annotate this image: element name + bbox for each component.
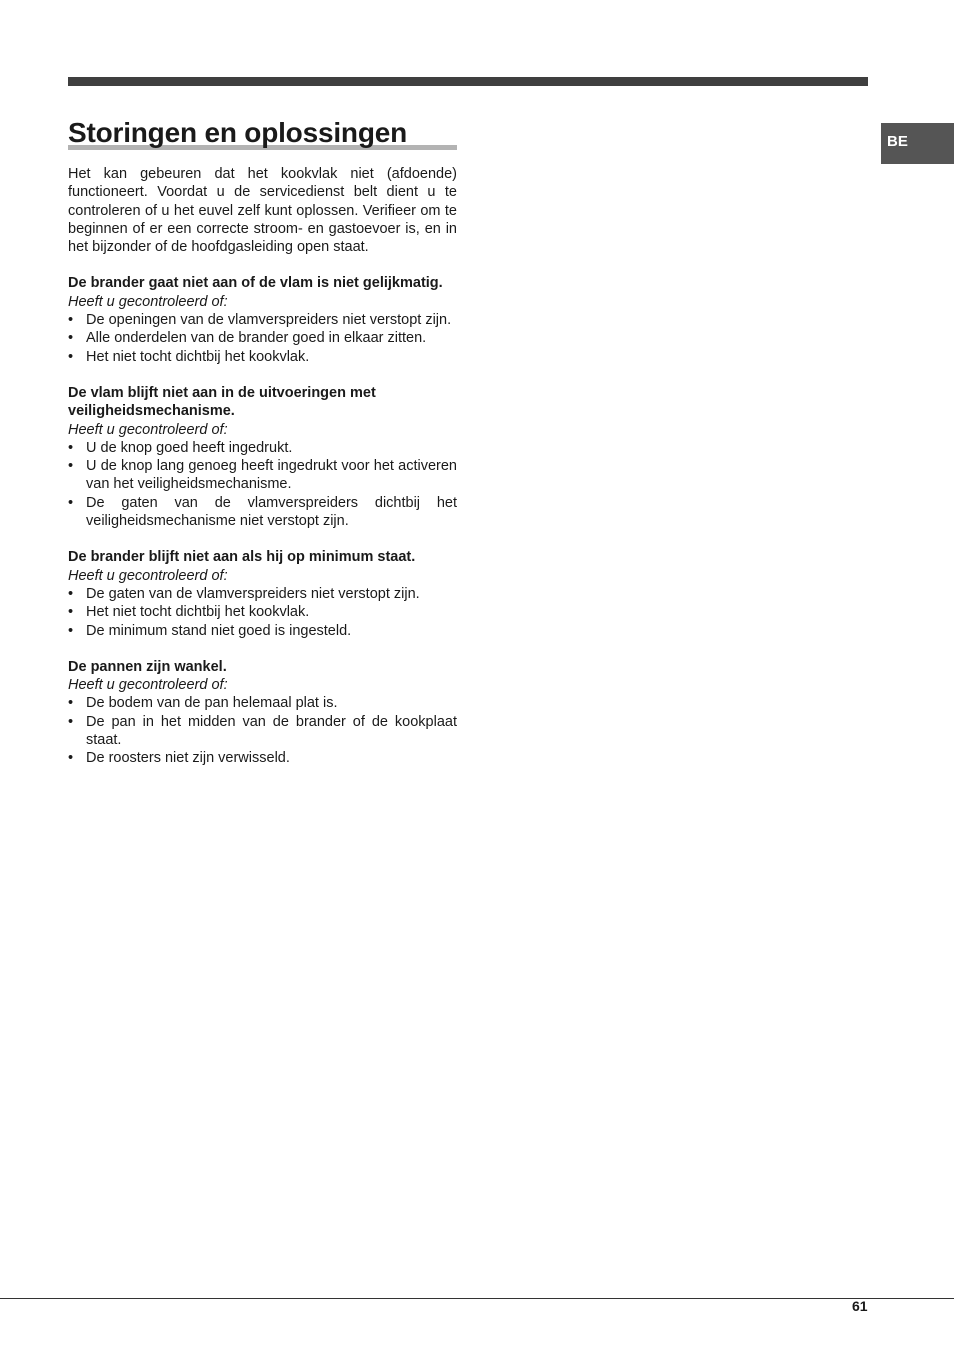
bullet-icon: • [68, 348, 74, 365]
language-tab: BE [881, 123, 954, 164]
list-item [68, 457, 457, 494]
list-item-text: Het niet tocht dichtbij het kookvlak. [86, 604, 310, 621]
list-item-text: De gaten van de vlamverspreiders niet verstopt zijn. [86, 585, 420, 602]
section-heading: De brander gaat niet aan of de vlam is niet gelijkmatig. [68, 275, 443, 292]
list-item [68, 585, 457, 603]
list-item-text: De pan in het midden van de brander of de kookplaat staat. [86, 713, 457, 749]
page-title: Storingen en oplossingen [68, 117, 407, 148]
top-rule [68, 77, 868, 86]
section-heading: De pannen zijn wankel. [68, 658, 227, 675]
bullet-icon: • [68, 622, 74, 639]
check-list [68, 585, 457, 640]
list-item-text: De gaten van de vlamverspreiders dichtbij het veiligheidsmechanisme niet verstopt zijn. [86, 494, 457, 530]
list-item-text: U de knop lang genoeg heeft ingedrukt voor het activeren van het veiligheidsmechanisme. [86, 458, 457, 493]
troubleshoot-section [68, 548, 457, 639]
page-number: 61 [852, 1298, 868, 1314]
list-item-text: De bodem van de pan helemaal plat is. [86, 695, 338, 712]
list-item [68, 622, 457, 640]
list-item-text: De minimum stand niet goed is ingesteld. [86, 622, 352, 639]
intro-paragraph: Het kan gebeuren dat het kookvlak niet (afdoende) functioneert. Voordat u de servicedienst belt dient u te controleren of u het euvel zelf kunt oplossen. Verifieer om te beginnen of er een correcte stroom- en gastoevoer is, en in het bijzonder of de hoofdgasleiding open staat. [68, 166, 457, 256]
bullet-icon: • [68, 585, 74, 602]
bullet-icon: • [68, 330, 74, 347]
list-item [68, 713, 457, 750]
check-label: Heeft u gecontroleerd of: [68, 421, 228, 438]
page-title-block [68, 116, 457, 150]
list-item [68, 749, 457, 767]
list-item [68, 311, 457, 329]
main-content [68, 165, 457, 786]
check-label: Heeft u gecontroleerd of: [68, 677, 228, 694]
list-item [68, 439, 457, 457]
bullet-icon: • [68, 695, 74, 712]
bullet-icon: • [68, 604, 74, 621]
list-item-text: De roosters niet zijn verwisseld. [86, 750, 290, 767]
list-item [68, 603, 457, 621]
section-heading: De vlam blijft niet aan in de uitvoeringen met veiligheidsmechanisme. [68, 384, 376, 420]
list-item [68, 329, 457, 347]
troubleshoot-section [68, 274, 457, 365]
check-label: Heeft u gecontroleerd of: [68, 293, 228, 310]
bullet-icon: • [68, 750, 74, 767]
list-item [68, 494, 457, 531]
check-list [68, 311, 457, 366]
list-item-text: Het niet tocht dichtbij het kookvlak. [86, 348, 310, 365]
section-heading: De brander blijft niet aan als hij op minimum staat. [68, 549, 416, 566]
bullet-icon: • [68, 458, 74, 475]
list-item [68, 694, 457, 712]
footer-rule [0, 1298, 954, 1299]
check-list [68, 694, 457, 767]
bullet-icon: • [68, 494, 74, 511]
bullet-icon: • [68, 439, 74, 456]
list-item-text: U de knop goed heeft ingedrukt. [86, 439, 293, 456]
troubleshoot-section [68, 658, 457, 768]
bullet-icon: • [68, 312, 74, 329]
troubleshoot-section [68, 384, 457, 530]
list-item-text: De openingen van de vlamverspreiders niet verstopt zijn. [86, 312, 452, 329]
check-list [68, 439, 457, 530]
list-item-text: Alle onderdelen van de brander goed in elkaar zitten. [86, 330, 427, 347]
list-item [68, 348, 457, 366]
bullet-icon: • [68, 713, 74, 730]
check-label: Heeft u gecontroleerd of: [68, 567, 228, 584]
